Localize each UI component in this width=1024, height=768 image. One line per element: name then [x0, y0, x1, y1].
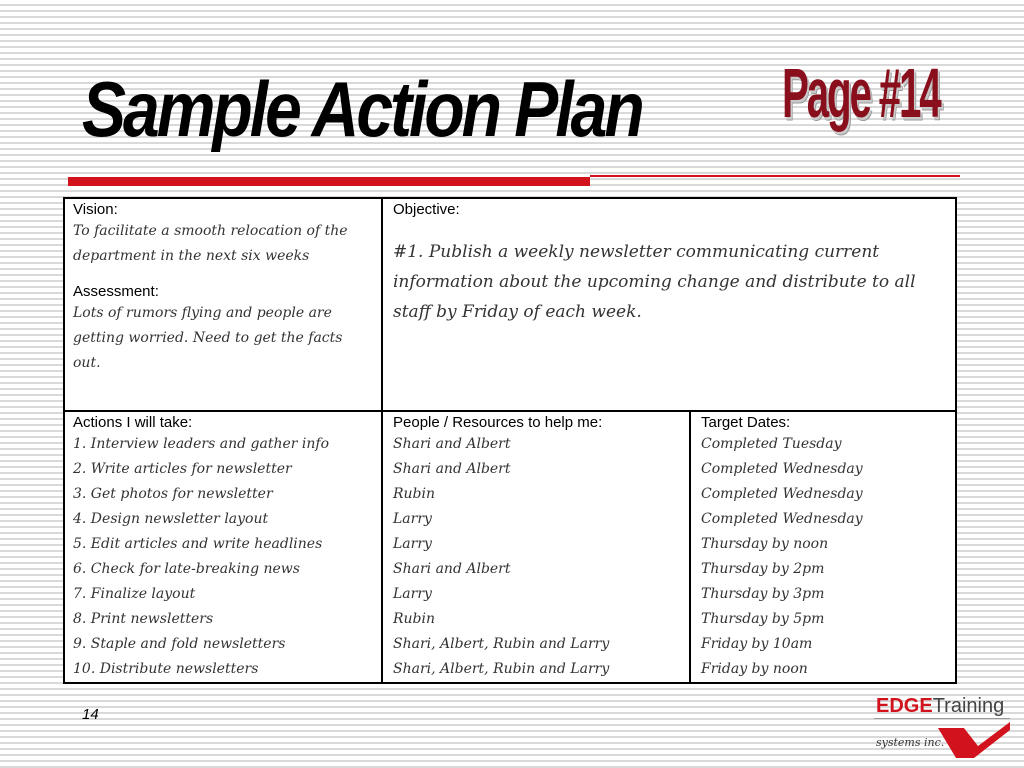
people-cell [383, 412, 691, 682]
assessment-label: Assessment: [73, 283, 159, 300]
action-item: 3. Get photos for newsletter [73, 486, 273, 502]
people-list [393, 432, 679, 682]
people-item: Shari and Albert [393, 461, 511, 477]
logo-edge-text: EDGE [876, 695, 933, 717]
logo-wordmark [876, 696, 1004, 716]
target-date-item: Thursday by 5pm [701, 611, 825, 627]
page-badge: Page #14 [782, 53, 940, 132]
logo-training-text: Training [932, 695, 1005, 717]
target-date-item: Completed Wednesday [701, 461, 863, 477]
actions-label: Actions I will take: [73, 414, 193, 431]
slide-title: Sample Action Plan [82, 65, 642, 153]
logo-subtitle: systems inc. [876, 736, 945, 749]
vision-assessment-cell [65, 199, 383, 412]
objective-cell [383, 199, 955, 412]
target-date-item: Completed Tuesday [701, 436, 842, 452]
action-item: 5. Edit articles and write headlines [73, 536, 323, 552]
edge-training-logo [864, 690, 1014, 762]
people-item: Shari, Albert, Rubin and Larry [393, 661, 610, 677]
title-underline-thick [68, 177, 590, 186]
target-date-item: Friday by 10am [701, 636, 813, 652]
people-item: Shari and Albert [393, 436, 511, 452]
target-date-item: Thursday by 2pm [701, 561, 825, 577]
action-item: 2. Write articles for newsletter [73, 461, 292, 477]
action-item: 6. Check for late-breaking news [73, 561, 300, 577]
actions-cell [65, 412, 383, 682]
target-date-item: Completed Wednesday [701, 511, 863, 527]
action-item: 7. Finalize layout [73, 586, 196, 602]
actions-list [73, 432, 373, 682]
target-dates-list [701, 432, 945, 682]
people-item: Larry [393, 586, 432, 602]
people-item: Larry [393, 511, 432, 527]
people-item: Larry [393, 536, 432, 552]
people-item: Shari, Albert, Rubin and Larry [393, 636, 610, 652]
action-item: 10. Distribute newsletters [73, 661, 259, 677]
target-dates-label: Target Dates: [701, 414, 791, 431]
target-date-item: Completed Wednesday [701, 486, 863, 502]
people-item: Rubin [393, 611, 436, 627]
target-date-item: Thursday by noon [701, 536, 829, 552]
vision-label: Vision: [73, 201, 118, 218]
objective-label: Objective: [393, 201, 460, 218]
slide-page-number: 14 [82, 706, 99, 723]
action-plan-table [63, 197, 957, 684]
objective-text: #1. Publish a weekly newsletter communicating current information about the upcoming change and distribute to all staff by Friday of each week. [393, 242, 916, 322]
target-dates-cell [691, 412, 955, 682]
action-item: 9. Staple and fold newsletters [73, 636, 286, 652]
assessment-text: Lots of rumors flying and people are getting worried. Need to get the facts out. [73, 305, 343, 371]
people-label: People / Resources to help me: [393, 414, 603, 431]
action-item: 8. Print newsletters [73, 611, 214, 627]
action-item: 4. Design newsletter layout [73, 511, 269, 527]
target-date-item: Friday by noon [701, 661, 808, 677]
people-item: Rubin [393, 486, 436, 502]
vision-text: To facilitate a smooth relocation of the department in the next six weeks [73, 223, 348, 264]
action-item: 1. Interview leaders and gather info [73, 436, 330, 452]
logo-divider [874, 718, 1010, 719]
logo-swoosh-icon [934, 720, 1014, 760]
title-underline-thin [590, 175, 960, 177]
people-item: Shari and Albert [393, 561, 511, 577]
target-date-item: Thursday by 3pm [701, 586, 825, 602]
